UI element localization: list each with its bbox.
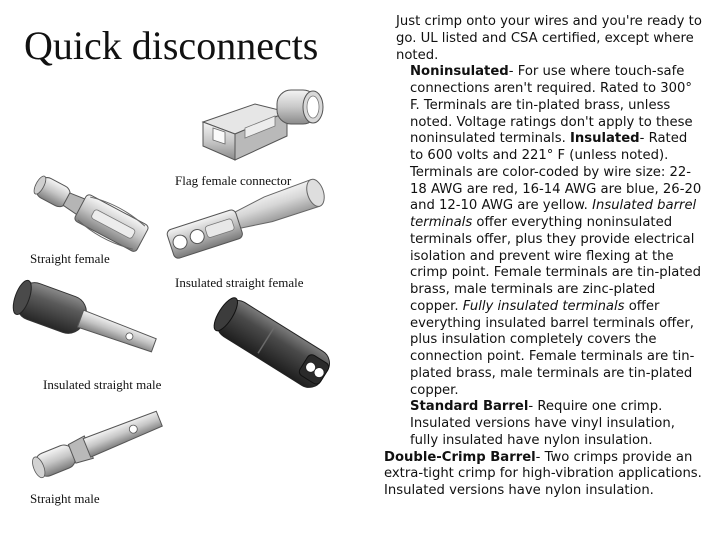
straight-female-connector-icon [22, 170, 162, 260]
double-crimp-heading: Double-Crimp Barrel [384, 449, 536, 465]
straight-male-connector-icon [24, 395, 174, 490]
insulated-straight-male-caption: Insulated straight male [43, 377, 162, 392]
noninsulated-heading: Noninsulated [410, 64, 509, 80]
double-crimp-text: - Two crimps provide an extra-tight crimp for high-vibration applications. Insulated versions have nylon insulation. [384, 449, 702, 498]
insulated-straight-male-connector-icon [6, 282, 166, 372]
intro-paragraph: Just crimp onto your wires and you're ready to go. UL listed and CSA certified, except where noted. [396, 14, 702, 63]
flag-female-connector-icon [195, 82, 335, 172]
standard-barrel-paragraph [384, 399, 702, 449]
straight-female-caption: Straight female [30, 251, 110, 266]
fully-insulated-text: offer everything insulated barrel terminals offer, plus insulation completely covers the connection point. Female terminals are tin-plated brass, male terminals are tin-plated copper. [410, 298, 695, 398]
double-crimp-paragraph [384, 450, 702, 500]
flag-female-caption: Flag female connector [175, 173, 292, 188]
fully-insulated-female-connector-icon [205, 295, 345, 395]
noninsulated-paragraph [384, 64, 702, 399]
straight-male-caption: Straight male [30, 491, 100, 506]
standard-barrel-heading: Standard Barrel [410, 399, 529, 415]
insulated-text: - Rated to 600 volts and 221° F (unless noted). Terminals are color-coded by wire size: 22-18 AWG are red, 16-14 AWG are blue, 26-20 and 12-10 AWG are yellow. [410, 131, 702, 214]
noninsulated-text: - For use where touch-safe connections aren't required. Rated to 300° F. Terminals are tin-plated brass, unless noted. Voltage ratings don't apply to these noninsulated terminals. [410, 64, 693, 147]
standard-barrel-text: - Require one crimp. Insulated versions have vinyl insulation, fully insulated have nylon insulation. [410, 399, 675, 448]
page-title: Quick disconnects [24, 23, 319, 68]
insulated-barrel-text: offer everything noninsulated terminals offer, plus they provide electrical isolation and prevent wire flexing at the crimp point. Female terminals are tin-plated brass, male terminals are zinc-plated copper. [410, 215, 702, 314]
insulated-heading: Insulated [569, 131, 640, 147]
insulated-straight-female-caption: Insulated straight female [175, 275, 304, 290]
description-text [384, 14, 702, 500]
fully-insulated-heading: Fully insulated terminals [462, 298, 625, 314]
insulated-barrel-heading: Insulated barrel terminals [410, 198, 697, 230]
insulated-straight-female-connector-icon [162, 178, 342, 270]
